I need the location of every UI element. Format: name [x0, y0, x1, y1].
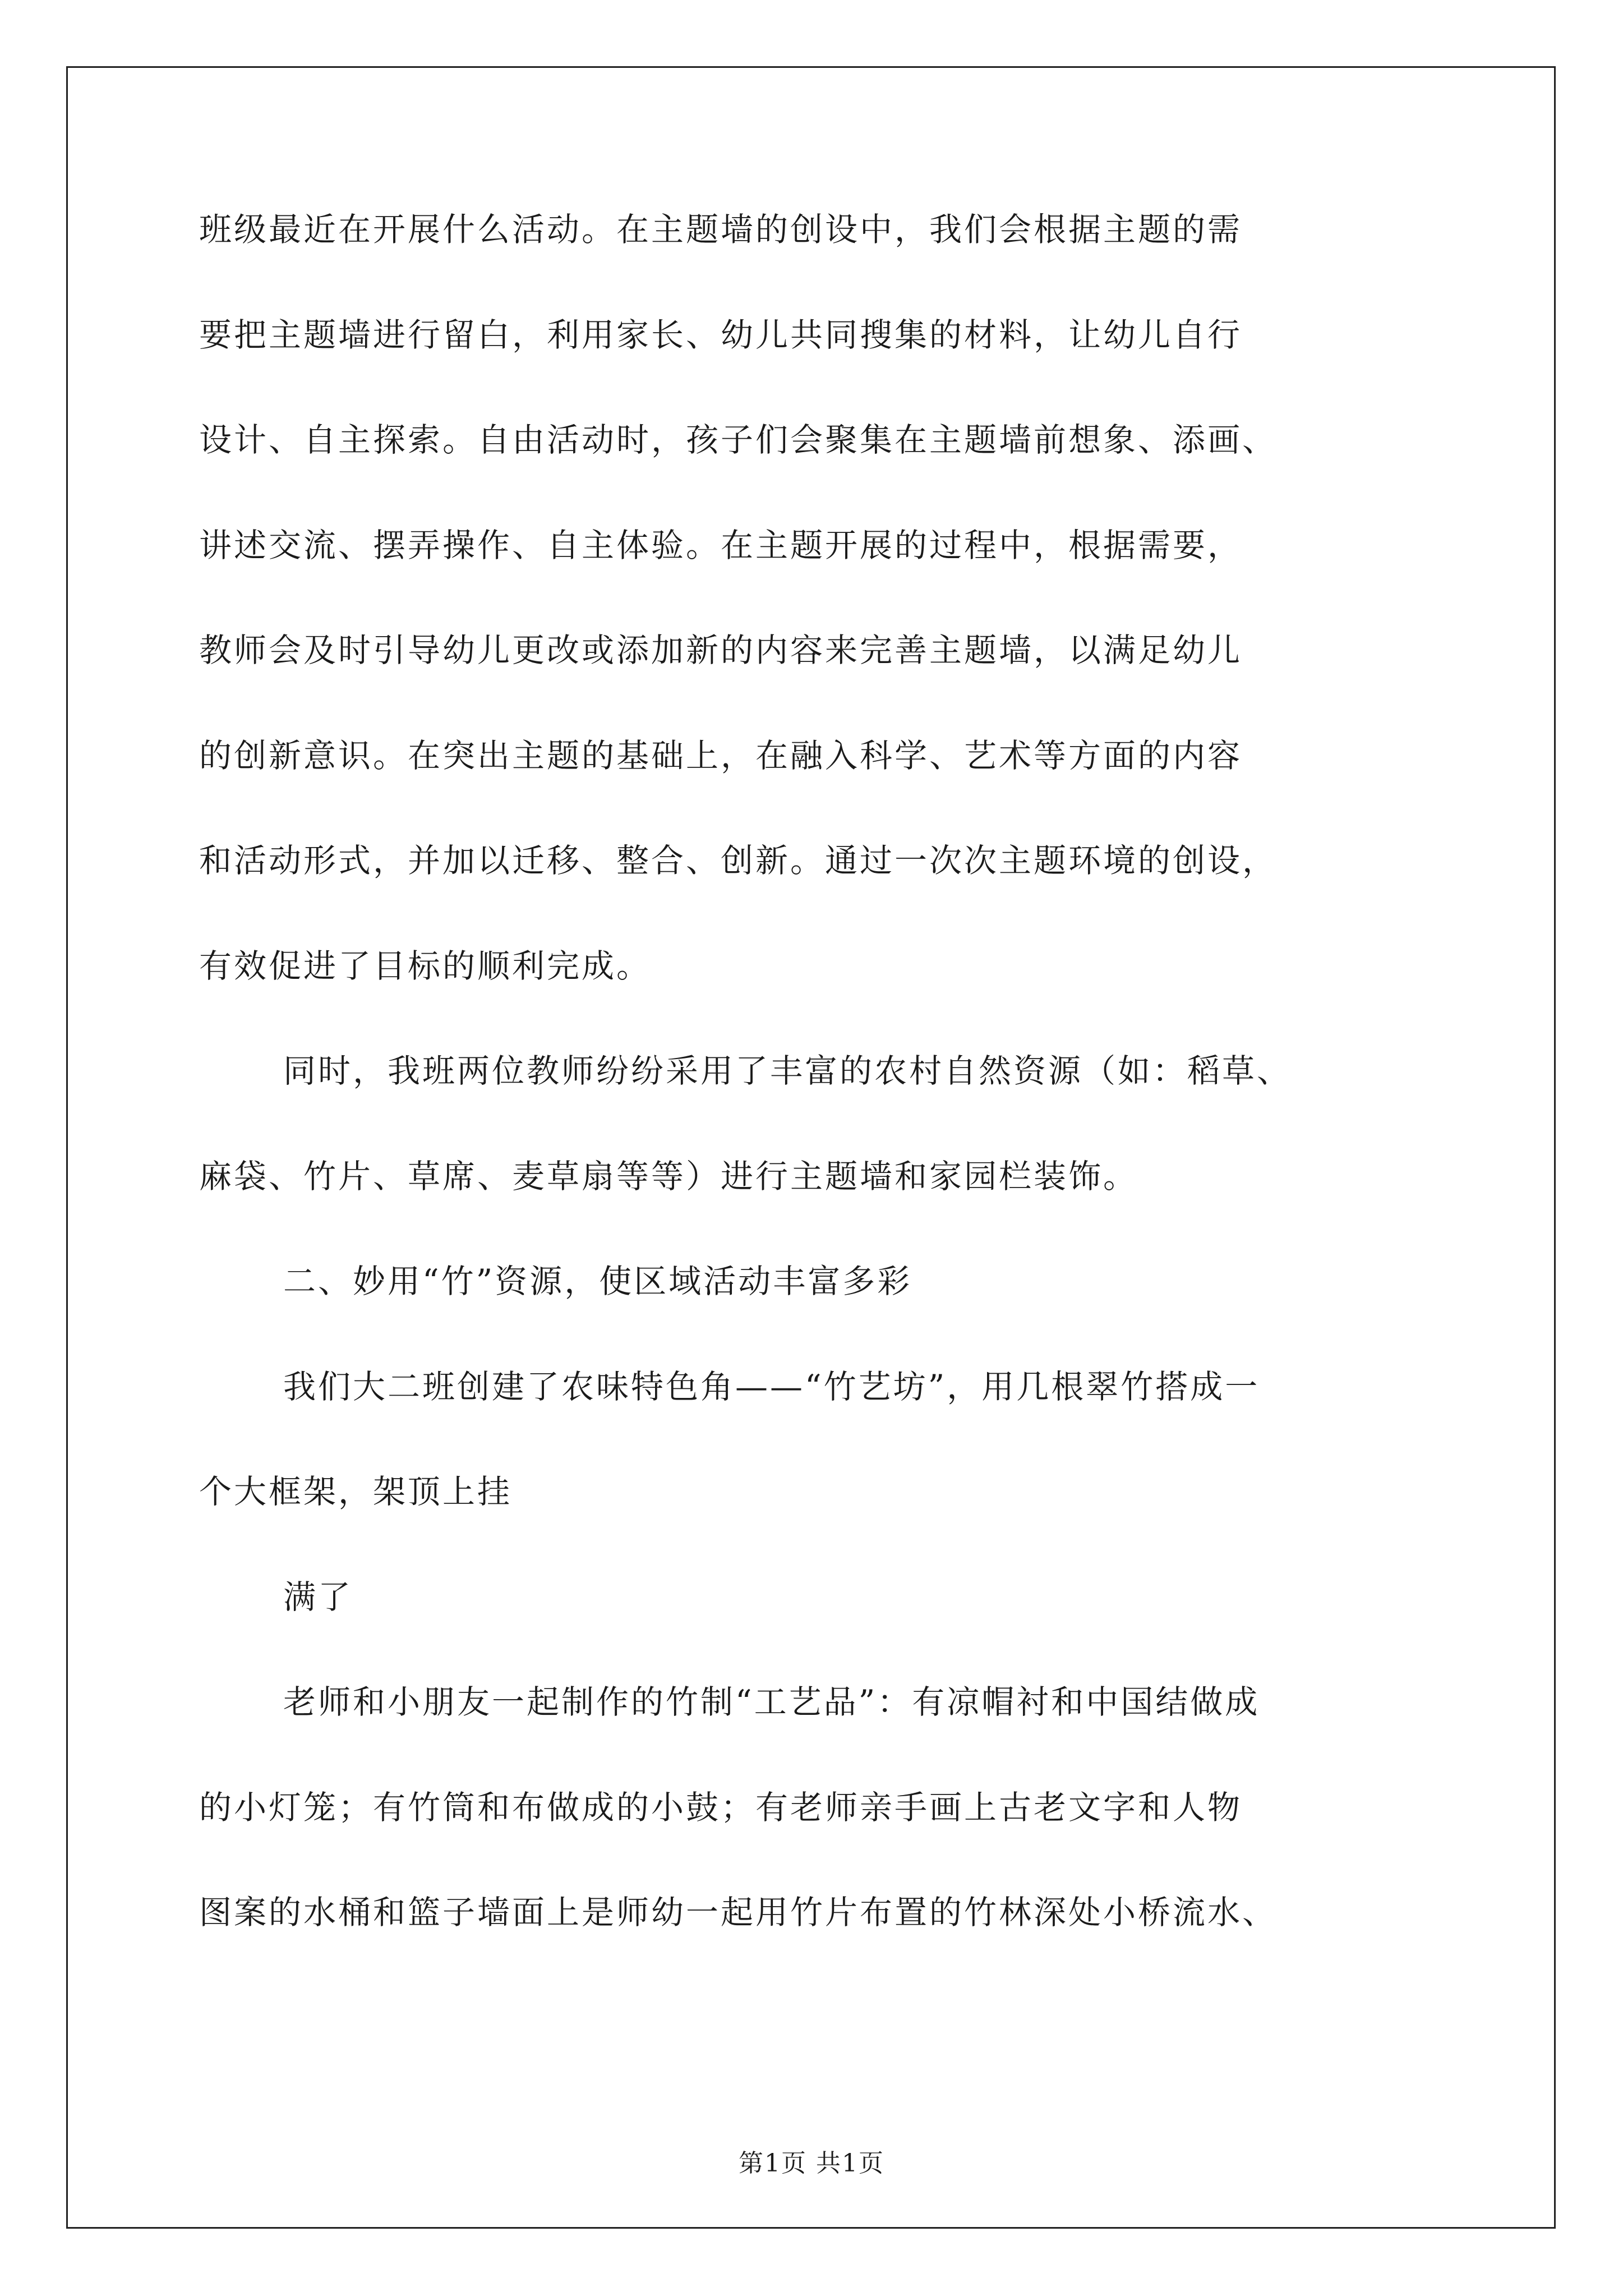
- paragraph-start-line: 老师和小朋友一起制作的竹制“工艺品”：有凉帽衬和中国结做成: [283, 1683, 1260, 1721]
- text-line: 和活动形式，并加以迁移、整合、创新。通过一次次主题环境的创设，: [199, 841, 1278, 880]
- paragraph-start-line: 同时，我班两位教师纷纷采用了丰富的农村自然资源（如：稻草、: [283, 1052, 1292, 1090]
- document-body: [199, 210, 1433, 2001]
- paragraph-start-line: 满了: [283, 1577, 353, 1616]
- text-line: 的创新意识。在突出主题的基础上，在融入科学、艺术等方面的内容: [199, 736, 1243, 775]
- text-line: 班级最近在开展什么活动。在主题墙的创设中，我们会根据主题的需: [199, 210, 1243, 249]
- text-line: 的小灯笼；有竹筒和布做成的小鼓；有老师亲手画上古老文字和人物: [199, 1788, 1243, 1826]
- text-line: 有效促进了目标的顺利完成。: [199, 946, 652, 985]
- page-footer: 第1页 共1页: [739, 2149, 884, 2178]
- text-line: 要把主题墙进行留白，利用家长、幼儿共同搜集的材料，让幼儿自行: [199, 315, 1243, 354]
- text-line: 教师会及时引导幼儿更改或添加新的内容来完善主题墙，以满足幼儿: [199, 631, 1243, 669]
- text-line: 个大框架，架顶上挂: [199, 1473, 513, 1511]
- text-line: 讲述交流、摆弄操作、自主体验。在主题开展的过程中，根据需要，: [199, 526, 1243, 564]
- text-line: 设计、自主探索。自由活动时，孩子们会聚集在主题墙前想象、添画、: [199, 421, 1278, 459]
- paragraph-start-line: 我们大二班创建了农味特色角——“竹艺坊”，用几根翠竹搭成一: [283, 1367, 1260, 1406]
- text-line: 麻袋、竹片、草席、麦草扇等等）进行主题墙和家园栏装饰。: [199, 1157, 1138, 1195]
- text-line: 图案的水桶和篮子墙面上是师幼一起用竹片布置的竹林深处小桥流水、: [199, 1893, 1278, 1931]
- section-heading: 二、妙用“竹”资源，使区域活动丰富多彩: [283, 1262, 912, 1300]
